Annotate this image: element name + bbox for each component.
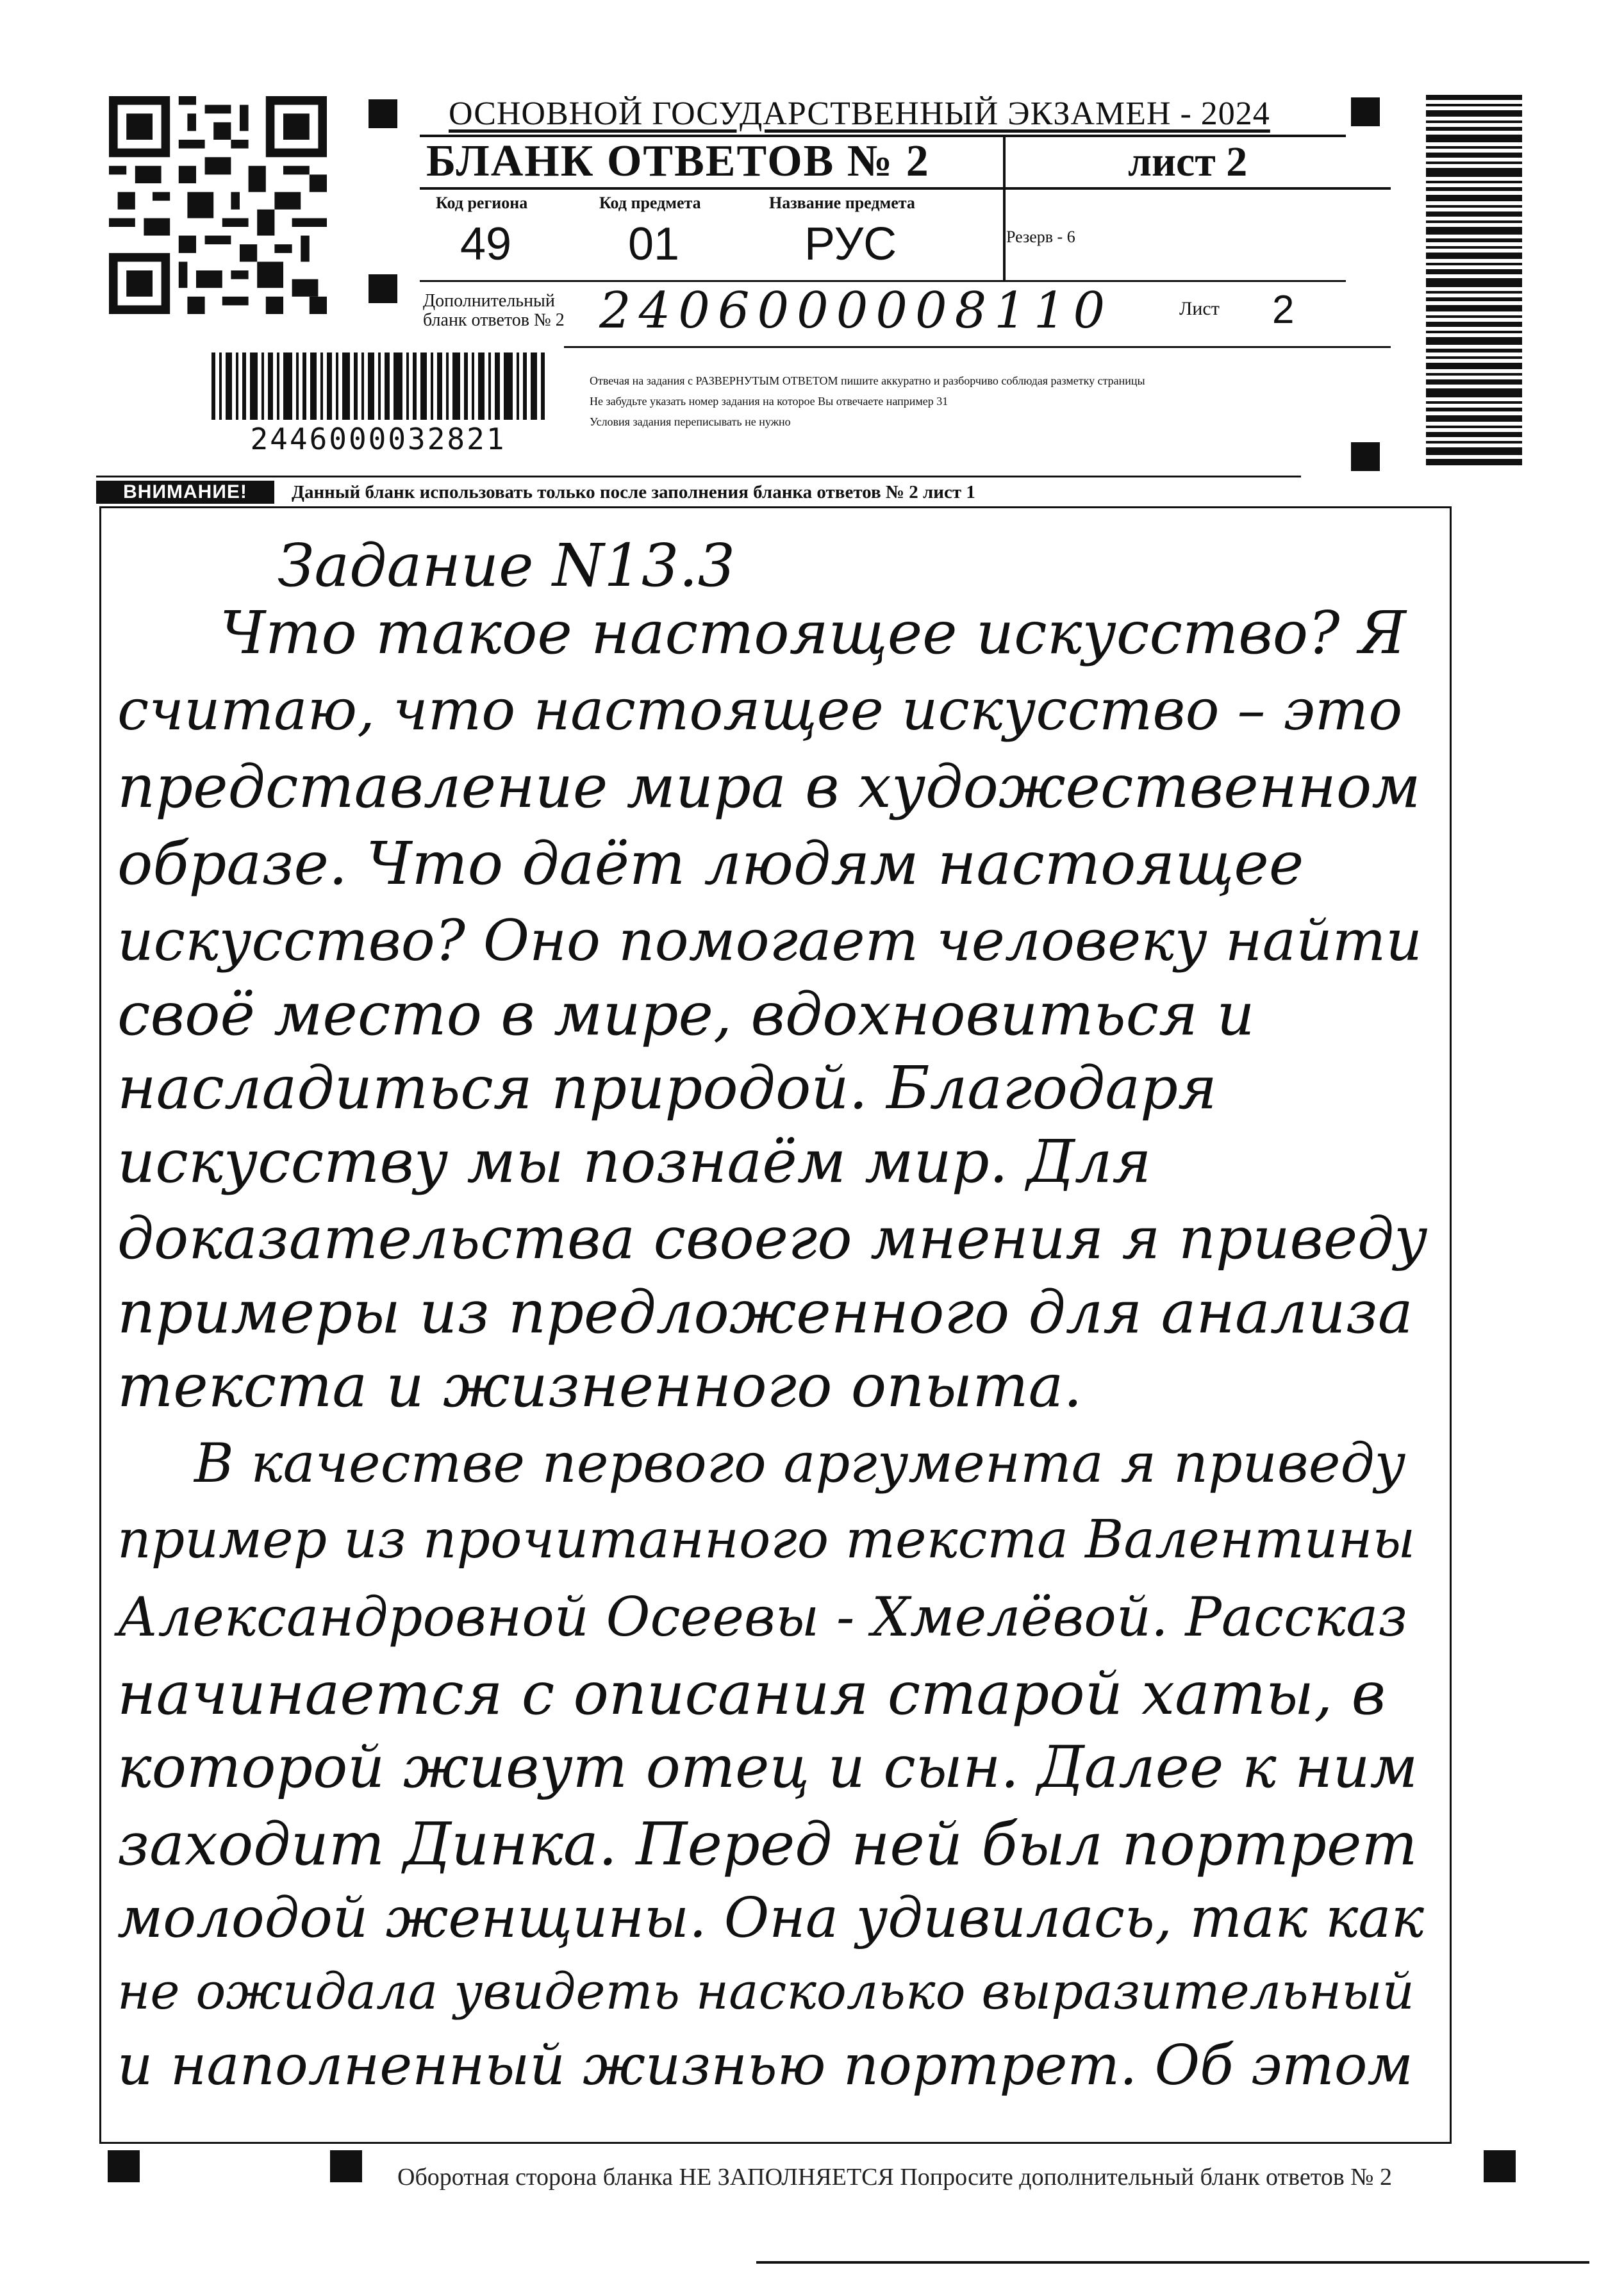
- answer-line: Александровной Осеевы - Хмелёвой. Рассказ: [117, 1586, 1408, 1648]
- anchor-mark: [108, 2150, 140, 2182]
- answer-line: пример из прочитанного текста Валентины: [117, 1509, 1416, 1570]
- answer-line: представление мира в художественном: [117, 752, 1421, 821]
- attention-badge: ВНИМАНИЕ!: [96, 481, 274, 504]
- answer-line: примеры из предложенного для анализа: [117, 1278, 1413, 1347]
- additional-label-line: Дополнительный: [423, 291, 555, 311]
- additional-sheet-label: [423, 292, 565, 330]
- qr-code: [109, 96, 327, 314]
- anchor-mark: [330, 2150, 362, 2182]
- header-divider: [1003, 136, 1006, 280]
- instructions: [590, 370, 1145, 432]
- instruction-line: Не забудьте указать номер задания на которое Вы отвечаете например 31: [590, 395, 949, 408]
- header-rule: [420, 187, 1391, 190]
- anchor-mark: [1484, 2150, 1516, 2182]
- header-rule: [564, 346, 1391, 348]
- instruction-line: Отвечая на задания с РАЗВЕРНУТЫМ ОТВЕТОМ пишите аккуратно и разборчиво соблюдая разметку страницы: [590, 374, 1145, 387]
- answer-line: и наполненный жизнью портрет. Об этом: [117, 2034, 1413, 2098]
- answer-line: насладиться природой. Благодаря: [117, 1054, 1217, 1122]
- handwritten-answer: [117, 508, 1437, 2142]
- answer-line: искусству мы познаём мир. Для: [117, 1127, 1152, 1196]
- answer-line: молодой женщины. Она удивилась, так как: [117, 1886, 1424, 1950]
- attention-text: Данный бланк использовать только после заполнения бланка ответов № 2 лист 1: [292, 482, 975, 502]
- answer-line: текста и жизненного опыта.: [117, 1352, 1082, 1420]
- subject-code-label: Код предмета: [599, 194, 701, 212]
- bottom-rule: [756, 2261, 1589, 2264]
- answer-line: образе. Что даёт людям настоящее: [117, 829, 1304, 898]
- answer-line: начинается с описания старой хаты, в: [117, 1659, 1386, 1728]
- answer-line: заходит Динка. Перед ней был портрет: [117, 1810, 1418, 1878]
- barcode-number: 2446000032821: [199, 420, 558, 458]
- answer-line: доказательства своего мнения я приведу: [117, 1205, 1428, 1272]
- region-label: Код региона: [436, 194, 528, 212]
- instruction-line: Условия задания переписывать не нужно: [590, 415, 791, 428]
- exam-title: ОСНОВНОЙ ГОСУДАРСТВЕННЫЙ ЭКЗАМЕН - 2024: [449, 95, 1270, 132]
- anchor-mark: [369, 274, 397, 303]
- anchor-mark: [369, 99, 397, 128]
- form-title: БЛАНК ОТВЕТОВ № 2: [426, 137, 930, 186]
- anchor-mark: [1351, 442, 1380, 471]
- additional-sheet-number: 2406000008110: [599, 282, 1113, 340]
- answer-line: В качестве первого аргумента я приведу: [194, 1432, 1406, 1495]
- region-value: 49: [460, 219, 512, 270]
- answer-line: своё место в мире, вдохновиться и: [117, 980, 1255, 1049]
- sheet-word: Лист: [1179, 298, 1220, 319]
- reserve-label: Резерв - 6: [1006, 228, 1075, 246]
- sheet-number: 2: [1272, 288, 1295, 332]
- footer-note: Оборотная сторона бланка НЕ ЗАПОЛНЯЕТСЯ Попросите дополнительный бланк ответов № 2: [397, 2164, 1393, 2191]
- subject-name-value: РУС: [804, 219, 897, 270]
- sheet-label: лист 2: [1128, 138, 1248, 185]
- vertical-barcode: [1426, 95, 1522, 465]
- answer-line: которой живут отец и сын. Далее к ним: [117, 1734, 1418, 1801]
- additional-label-line: бланк ответов № 2: [423, 310, 565, 330]
- subject-name-label: Название предмета: [769, 194, 915, 212]
- answer-area[interactable]: [99, 506, 1452, 2144]
- answer-line: считаю, что настоящее искусство – это: [117, 677, 1403, 743]
- answer-line: не ожидала увидеть насколько выразительный: [117, 1963, 1414, 2021]
- answer-line: Что такое настоящее искусство? Я: [220, 599, 1407, 667]
- attention-rule: [96, 476, 1301, 477]
- subject-code-value: 01: [628, 219, 680, 270]
- answer-line: Задание N13.3: [278, 531, 736, 600]
- answer-line: искусство? Оно помогает человеку найти: [117, 908, 1422, 974]
- anchor-mark: [1351, 97, 1380, 126]
